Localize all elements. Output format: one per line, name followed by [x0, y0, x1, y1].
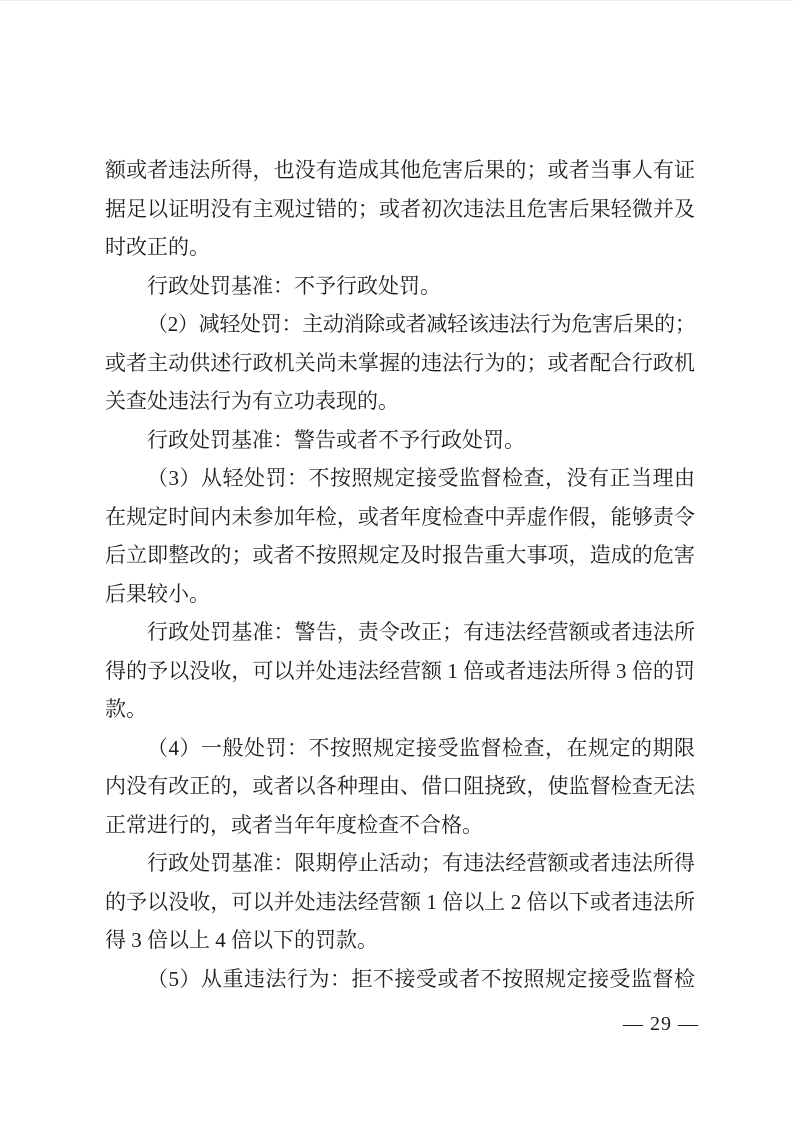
- paragraph: [105, 729, 695, 845]
- text-line: 正常进行的，或者当年年度检查不合格。: [105, 812, 483, 837]
- paragraph: [105, 844, 695, 960]
- text-line: 行政处罚基准：不予行政处罚。: [147, 273, 441, 298]
- text-line: 款。: [105, 697, 147, 721]
- text-line: 或者主动供述行政机关尚未掌握的违法行为的；或者配合行政机: [105, 350, 695, 375]
- text-line: 据足以证明没有主观过错的；或者初次违法且危害后果轻微并及: [105, 196, 695, 221]
- paragraph: [105, 305, 695, 421]
- text-line: 关查处违法行为有立功表现的。: [105, 389, 399, 413]
- paragraph: [105, 960, 695, 999]
- text-line: 行政处罚基准：警告或者不予行政处罚。: [147, 427, 525, 452]
- text-line: 时改正的。: [105, 235, 210, 259]
- page-body-text: [105, 151, 695, 998]
- text-line: 在规定时间内未参加年检，或者年度检查中弄虚作假，能够责令: [105, 504, 695, 529]
- text-line: 得 3 倍以上 4 倍以下的罚款。: [105, 928, 378, 952]
- text-line: 内没有改正的，或者以各种理由、借口阻挠致，使监督检查无法: [105, 774, 695, 798]
- paragraph: [105, 421, 695, 460]
- text-line: （5）从重违法行为：拒不接受或者不按照规定接受监督检: [147, 966, 695, 991]
- paragraph: [105, 151, 695, 267]
- text-line: （4）一般处罚：不按照规定接受监督检查，在规定的期限: [147, 735, 695, 760]
- text-line: 后果较小。: [105, 581, 210, 606]
- text-line: （3）从轻处罚：不按照规定接受监督检查，没有正当理由: [147, 466, 695, 490]
- page-number: — 29 —: [623, 1013, 699, 1035]
- paragraph: [105, 267, 695, 306]
- text-line: 得的予以没收，可以并处违法经营额 1 倍或者违法所得 3 倍的罚: [105, 658, 695, 683]
- text-line: 的予以没收，可以并处违法经营额 1 倍以上 2 倍以下或者违法所: [105, 889, 695, 914]
- text-line: 行政处罚基准：限期停止活动；有违法经营额或者违法所得: [147, 851, 695, 875]
- text-line: 额或者违法所得，也没有造成其他危害后果的；或者当事人有证: [105, 158, 695, 182]
- text-line: 行政处罚基准：警告，责令改正；有违法经营额或者违法所: [147, 620, 695, 644]
- paragraph: [105, 459, 695, 613]
- text-line: 后立即整改的；或者不按照规定及时报告重大事项，造成的危害: [105, 543, 695, 567]
- paragraph: [105, 613, 695, 729]
- text-line: （2）减轻处罚：主动消除或者减轻该违法行为危害后果的；: [147, 312, 695, 336]
